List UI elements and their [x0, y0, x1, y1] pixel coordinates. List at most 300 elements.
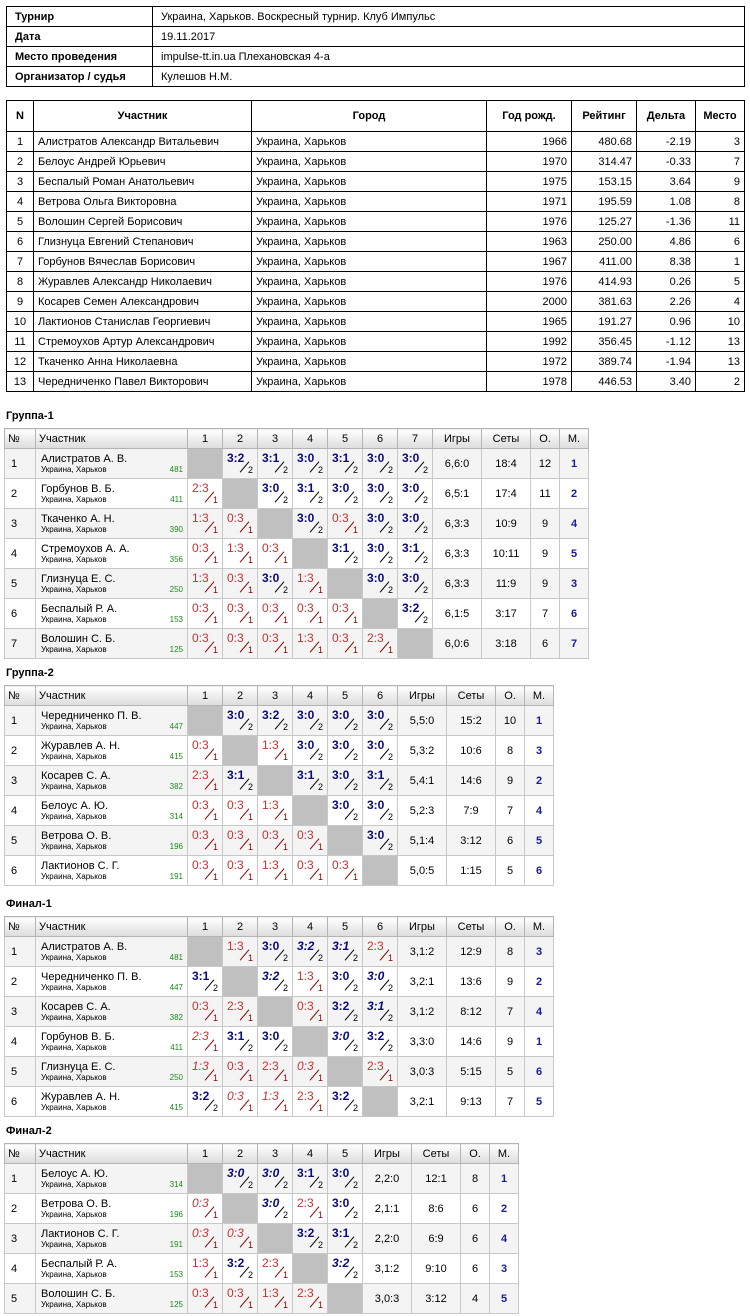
score-points: 2 [212, 983, 218, 993]
match-score [189, 796, 221, 822]
score-text: 0:3 [227, 858, 244, 872]
result-cell [328, 766, 363, 796]
score-text: 1:3 [297, 571, 314, 585]
list-cell: 13 [696, 332, 745, 352]
col-no: № [5, 429, 36, 449]
col-player: Участник [36, 686, 188, 706]
player-city [41, 1210, 187, 1220]
match-score [329, 736, 361, 762]
player-sets: 7:9 [447, 796, 496, 826]
match-score [224, 856, 256, 882]
result-cell [328, 856, 363, 886]
player-o: 6 [496, 826, 525, 856]
match-score [329, 856, 361, 882]
score-text: 2:3 [367, 1059, 384, 1073]
score-text: 3:2 [192, 1089, 210, 1103]
result-cell [328, 736, 363, 766]
player-m: 2 [525, 766, 554, 796]
player-rating: 125 [169, 644, 183, 654]
player-city-text: Украина, Харьков [41, 554, 107, 564]
match-score [329, 766, 361, 792]
score-points: 2 [282, 983, 288, 993]
score-text: 3:0 [262, 1029, 280, 1043]
match-score [259, 1057, 291, 1083]
match-score [224, 449, 256, 475]
player-name: Ветрова О. В. [41, 1197, 112, 1210]
score-points: 2 [282, 1210, 288, 1220]
score-points: 2 [422, 495, 428, 505]
player-name: Ткаченко А. Н. [41, 512, 115, 525]
list-row [7, 232, 745, 252]
player-city [41, 842, 187, 852]
score-text: 1:3 [262, 858, 279, 872]
score-points: 1 [317, 1300, 323, 1310]
result-cell [258, 1087, 293, 1117]
score-text: 0:3 [227, 1226, 244, 1240]
result-cell [188, 509, 223, 539]
score-points: 2 [282, 465, 288, 475]
list-cell: 125.27 [572, 212, 637, 232]
col-games: Игры [398, 686, 447, 706]
match-score [189, 997, 221, 1023]
score-points: 2 [282, 585, 288, 595]
result-cell [363, 736, 398, 766]
player-city-text: Украина, Харьков [41, 1269, 107, 1279]
score-points: 2 [352, 1240, 358, 1250]
list-cell: -0.33 [637, 152, 696, 172]
score-points: 1 [282, 752, 288, 762]
player-no: 5 [5, 1057, 36, 1087]
score-points: 1 [282, 1073, 288, 1083]
score-text: 0:3 [297, 999, 314, 1013]
list-cell: 3.64 [637, 172, 696, 192]
result-cell [293, 1164, 328, 1194]
player-sets: 13:6 [447, 967, 496, 997]
player-m: 4 [490, 1224, 519, 1254]
player-name: Стремоухов А. А. [41, 542, 130, 555]
player-games: 5,3:2 [398, 736, 447, 766]
result-cell [398, 479, 433, 509]
col-opponent: 2 [223, 686, 258, 706]
col-place: М. [525, 917, 554, 937]
player-city-text: Украина, Харьков [41, 494, 107, 504]
result-cell [293, 1194, 328, 1224]
result-cell [223, 796, 258, 826]
col-opponent: 4 [293, 686, 328, 706]
score-points: 1 [282, 812, 288, 822]
col-place: М. [525, 686, 554, 706]
player-cell [36, 539, 188, 569]
score-text: 0:3 [192, 738, 209, 752]
list-cell: 11 [696, 212, 745, 232]
col-opponent: 6 [363, 686, 398, 706]
score-points: 2 [352, 722, 358, 732]
score-points: 1 [247, 555, 253, 565]
player-city [41, 782, 187, 792]
result-cell [188, 736, 223, 766]
match-score [294, 569, 326, 595]
player-city [41, 1240, 187, 1250]
score-points: 2 [282, 722, 288, 732]
result-cell [293, 539, 328, 569]
score-text: 0:3 [332, 601, 349, 615]
player-cell [36, 856, 188, 886]
score-text: 3:0 [332, 481, 350, 495]
result-cell [188, 766, 223, 796]
list-cell: 3.40 [637, 372, 696, 392]
score-points: 2 [352, 555, 358, 565]
match-score [329, 997, 361, 1023]
player-rating: 415 [169, 1102, 183, 1112]
score-points: 1 [317, 1210, 323, 1220]
score-points: 1 [212, 842, 218, 852]
list-row [7, 192, 745, 212]
player-m: 3 [490, 1254, 519, 1284]
score-text: 3:0 [367, 451, 385, 465]
player-no: 3 [5, 766, 36, 796]
player-cell [36, 599, 188, 629]
result-cell [258, 937, 293, 967]
list-cell: 8 [7, 272, 34, 292]
match-score [259, 569, 291, 595]
info-row [7, 47, 745, 67]
player-city [41, 812, 187, 822]
score-points: 2 [387, 465, 393, 475]
list-cell: 9 [696, 172, 745, 192]
result-cell [293, 599, 328, 629]
player-city-text: Украина, Харьков [41, 1072, 107, 1082]
result-cell [188, 1254, 223, 1284]
score-text: 0:3 [192, 858, 209, 872]
player-games: 6,3:3 [433, 539, 482, 569]
col-no: № [5, 917, 36, 937]
player-sets: 1:15 [447, 856, 496, 886]
score-points: 2 [317, 782, 323, 792]
player-sets: 8:12 [447, 997, 496, 1027]
list-row [7, 312, 745, 332]
score-text: 0:3 [297, 1059, 314, 1073]
result-cell [328, 599, 363, 629]
col-no: № [5, 1144, 36, 1164]
player-o: 6 [531, 629, 560, 659]
score-points: 1 [212, 1013, 218, 1023]
player-cell [36, 937, 188, 967]
list-row [7, 212, 745, 232]
match-score [329, 1027, 361, 1053]
player-no: 2 [5, 1194, 36, 1224]
result-cell [363, 629, 398, 659]
result-cell [363, 449, 398, 479]
group-row [5, 1194, 519, 1224]
result-cell [188, 937, 223, 967]
player-rating: 382 [169, 1012, 183, 1022]
result-cell [223, 937, 258, 967]
list-cell: 1 [696, 252, 745, 272]
match-score [364, 736, 396, 762]
result-cell [258, 629, 293, 659]
result-cell [188, 1194, 223, 1224]
score-text: 3:0 [367, 738, 385, 752]
match-score [294, 479, 326, 505]
list-cell: 1976 [487, 272, 572, 292]
score-text: 1:3 [297, 969, 314, 983]
match-score [189, 569, 221, 595]
group-title: Финал-2 [6, 1125, 52, 1137]
result-cell [223, 766, 258, 796]
player-sets: 10:11 [482, 539, 531, 569]
result-cell [258, 1057, 293, 1087]
result-cell [258, 1224, 293, 1254]
score-text: 3:0 [367, 541, 385, 555]
player-city [41, 645, 187, 655]
result-cell [398, 509, 433, 539]
col-no: № [5, 686, 36, 706]
player-name: Беспалый Р. А. [41, 602, 118, 615]
result-cell [328, 796, 363, 826]
list-cell: Украина, Харьков [252, 312, 487, 332]
score-points: 1 [317, 645, 323, 655]
score-text: 3:0 [227, 708, 245, 722]
player-city-text: Украина, Харьков [41, 1239, 107, 1249]
info-row [7, 27, 745, 47]
list-cell: 4 [696, 292, 745, 312]
player-sets: 10:6 [447, 736, 496, 766]
player-city-text: Украина, Харьков [41, 1102, 107, 1112]
result-cell [188, 449, 223, 479]
list-cell: Стремоухов Артур Александрович [34, 332, 252, 352]
match-score [294, 826, 326, 852]
list-cell: 8.38 [637, 252, 696, 272]
score-text: 0:3 [297, 858, 314, 872]
list-cell: 4.86 [637, 232, 696, 252]
match-score [364, 1027, 396, 1053]
col-player: Участник [36, 917, 188, 937]
player-no: 6 [5, 599, 36, 629]
group-title: Группа-1 [6, 410, 54, 422]
score-points: 1 [212, 1240, 218, 1250]
score-text: 3:1 [332, 541, 350, 555]
result-cell [363, 856, 398, 886]
match-score [259, 796, 291, 822]
player-city-text: Украина, Харьков [41, 781, 107, 791]
player-city [41, 1013, 187, 1023]
group-row [5, 539, 589, 569]
player-no: 2 [5, 967, 36, 997]
player-m: 6 [525, 856, 554, 886]
score-points: 2 [317, 495, 323, 505]
score-text: 0:3 [192, 798, 209, 812]
score-points: 1 [212, 1073, 218, 1083]
player-sets: 8:6 [412, 1194, 461, 1224]
score-text: 1:3 [192, 1059, 209, 1073]
player-m: 6 [525, 1057, 554, 1087]
score-text: 3:2 [297, 1226, 315, 1240]
col-opponent: 2 [223, 1144, 258, 1164]
score-text: 3:0 [332, 768, 350, 782]
group-row [5, 1057, 554, 1087]
player-m: 7 [560, 629, 589, 659]
result-cell [258, 1194, 293, 1224]
match-score [189, 826, 221, 852]
info-key: Место проведения [7, 47, 153, 67]
score-points: 1 [212, 872, 218, 882]
result-cell [223, 1284, 258, 1314]
player-sets: 18:4 [482, 449, 531, 479]
score-text: 1:3 [262, 798, 279, 812]
list-cell: 5 [7, 212, 34, 232]
score-points: 2 [247, 782, 253, 792]
result-cell [258, 706, 293, 736]
list-cell: 13 [696, 352, 745, 372]
result-cell [293, 766, 328, 796]
result-cell [188, 856, 223, 886]
list-cell: Украина, Харьков [252, 372, 487, 392]
score-text: 3:0 [402, 451, 420, 465]
player-no: 7 [5, 629, 36, 659]
player-games: 6,5:1 [433, 479, 482, 509]
list-cell: 1975 [487, 172, 572, 192]
list-cell: 2000 [487, 292, 572, 312]
match-score [189, 1057, 221, 1083]
score-points: 1 [212, 525, 218, 535]
result-cell [328, 449, 363, 479]
match-score [224, 997, 256, 1023]
col-opponent: 4 [293, 1144, 328, 1164]
list-cell: 381.63 [572, 292, 637, 312]
col-place: М. [560, 429, 589, 449]
player-games: 2,1:1 [363, 1194, 412, 1224]
score-points: 2 [387, 722, 393, 732]
result-cell [258, 1284, 293, 1314]
player-m: 1 [525, 706, 554, 736]
col-opponent: 5 [328, 917, 363, 937]
result-cell [223, 1164, 258, 1194]
score-points: 1 [247, 1013, 253, 1023]
result-cell [293, 706, 328, 736]
result-cell [398, 599, 433, 629]
match-score [329, 629, 361, 655]
player-m: 5 [525, 826, 554, 856]
score-points: 2 [422, 555, 428, 565]
player-o: 6 [461, 1254, 490, 1284]
tournament-info-table [6, 6, 745, 87]
match-score [364, 509, 396, 535]
score-points: 1 [317, 1073, 323, 1083]
score-points: 2 [247, 465, 253, 475]
score-text: 3:0 [402, 571, 420, 585]
result-cell [223, 509, 258, 539]
result-cell [293, 509, 328, 539]
player-rating: 447 [169, 982, 183, 992]
player-no: 1 [5, 937, 36, 967]
player-o: 9 [496, 967, 525, 997]
score-points: 1 [247, 585, 253, 595]
list-cell: 3 [7, 172, 34, 192]
player-games: 3,1:2 [398, 937, 447, 967]
player-sets: 15:2 [447, 706, 496, 736]
player-o: 8 [496, 937, 525, 967]
player-m: 2 [525, 967, 554, 997]
list-cell: Ткаченко Анна Николаевна [34, 352, 252, 372]
player-o: 10 [496, 706, 525, 736]
player-cell [36, 997, 188, 1027]
match-score [189, 1284, 221, 1310]
col-opponent: 6 [363, 917, 398, 937]
player-city [41, 465, 187, 475]
list-header: Дельта [637, 101, 696, 132]
player-o: 6 [461, 1194, 490, 1224]
player-city-text: Украина, Харьков [41, 584, 107, 594]
player-city [41, 953, 187, 963]
list-cell: 2.26 [637, 292, 696, 312]
match-score [294, 449, 326, 475]
match-score [329, 1087, 361, 1113]
info-key: Турнир [7, 7, 153, 27]
list-header: Год рожд. [487, 101, 572, 132]
match-score [294, 967, 326, 993]
score-points: 1 [247, 615, 253, 625]
match-score [294, 1194, 326, 1220]
player-games: 3,2:1 [398, 967, 447, 997]
result-cell [188, 1164, 223, 1194]
list-row [7, 272, 745, 292]
player-name: Журавлев А. Н. [41, 739, 121, 752]
list-header: Рейтинг [572, 101, 637, 132]
result-cell [328, 569, 363, 599]
group-row [5, 1087, 554, 1117]
list-cell: Беспалый Роман Анатольевич [34, 172, 252, 192]
player-o: 7 [496, 796, 525, 826]
player-no: 1 [5, 706, 36, 736]
score-points: 1 [247, 1240, 253, 1250]
list-cell: 1976 [487, 212, 572, 232]
list-cell: 314.47 [572, 152, 637, 172]
score-text: 0:3 [192, 631, 209, 645]
col-points: О. [496, 917, 525, 937]
score-points: 2 [387, 812, 393, 822]
score-text: 0:3 [227, 1089, 244, 1103]
player-name: Волошин С. Б. [41, 1287, 116, 1300]
score-text: 3:0 [332, 969, 350, 983]
score-points: 1 [212, 1300, 218, 1310]
match-score [259, 856, 291, 882]
match-score [329, 1164, 361, 1190]
group-table [4, 428, 589, 659]
player-m: 5 [560, 539, 589, 569]
result-cell [188, 629, 223, 659]
player-no: 3 [5, 997, 36, 1027]
match-score [364, 766, 396, 792]
list-cell: Украина, Харьков [252, 292, 487, 312]
match-score [224, 599, 256, 625]
list-cell: 250.00 [572, 232, 637, 252]
list-cell: 6 [7, 232, 34, 252]
match-score [259, 479, 291, 505]
result-cell [258, 1254, 293, 1284]
list-cell: 195.59 [572, 192, 637, 212]
result-cell [188, 997, 223, 1027]
list-header: Место [696, 101, 745, 132]
score-text: 0:3 [227, 631, 244, 645]
list-cell: Украина, Харьков [252, 352, 487, 372]
score-text: 2:3 [227, 999, 244, 1013]
match-score [399, 569, 431, 595]
list-cell: Белоус Андрей Юрьевич [34, 152, 252, 172]
match-score [329, 539, 361, 565]
player-city [41, 495, 187, 505]
player-o: 8 [461, 1164, 490, 1194]
score-points: 2 [317, 953, 323, 963]
